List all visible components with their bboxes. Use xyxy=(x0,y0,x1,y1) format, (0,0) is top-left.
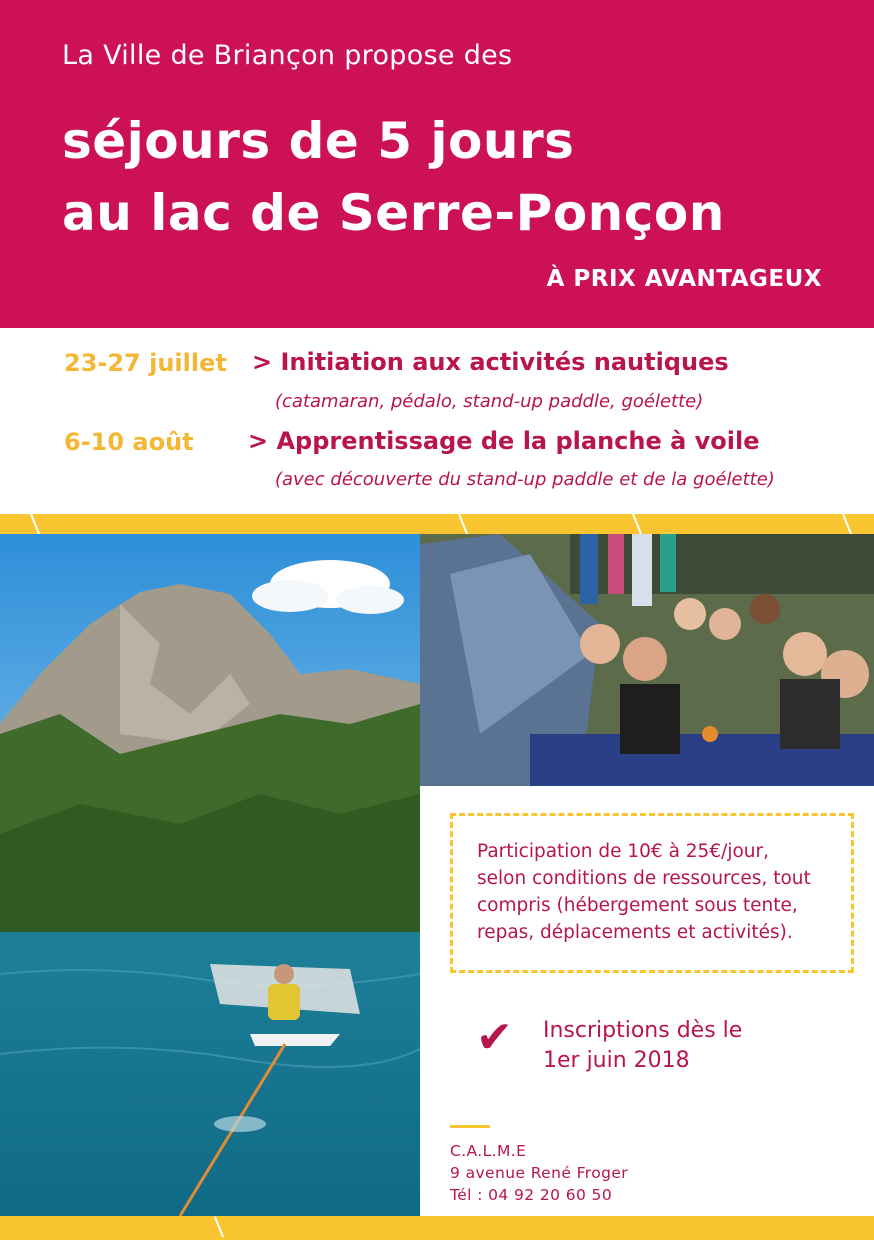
session-2-details: (avec découverte du stand-up paddle et de la goélette) xyxy=(275,469,775,490)
pricing-line-2: selon conditions de ressources, tout xyxy=(477,868,811,889)
session-2-dates: 6-10 août xyxy=(64,428,194,456)
session-1-dates: 23-27 juillet xyxy=(64,349,227,377)
registration-line-1: Inscriptions dès le xyxy=(543,1018,743,1043)
contact-address: 9 avenue René Froger xyxy=(450,1164,629,1182)
session-1-details: (catamaran, pédalo, stand-up paddle, goélette) xyxy=(275,391,704,412)
bottom-yellow-band xyxy=(0,1216,874,1240)
session-2-activity: > Apprentissage de la planche à voile xyxy=(248,427,760,455)
pricing-box xyxy=(450,813,854,973)
intro-text: La Ville de Briançon propose des xyxy=(62,40,513,71)
registration-line-2: 1er juin 2018 xyxy=(543,1048,690,1073)
registration-text xyxy=(543,1016,742,1076)
contact-phone: Tél : 04 92 20 60 50 xyxy=(450,1186,613,1204)
pricing-line-4: repas, déplacements et activités). xyxy=(477,922,793,943)
header-banner xyxy=(0,0,874,328)
page-title xyxy=(62,105,725,249)
contact-name: C.A.L.M.E xyxy=(450,1142,527,1160)
campsite-group-photo xyxy=(420,534,874,786)
checkmark-icon: ✔ xyxy=(476,1012,513,1063)
price-tag: À PRIX AVANTAGEUX xyxy=(546,266,822,292)
session-1-activity: > Initiation aux activités nautiques xyxy=(252,348,729,376)
pricing-line-3: compris (hébergement sous tente, xyxy=(477,895,798,916)
title-line-1: séjours de 5 jours xyxy=(62,112,575,170)
lake-mountain-photo xyxy=(0,534,420,1216)
top-yellow-band xyxy=(0,514,874,534)
pricing-line-1: Participation de 10€ à 25€/jour, xyxy=(477,841,769,862)
contact-block xyxy=(450,1140,628,1206)
contact-divider xyxy=(450,1125,490,1128)
title-line-2: au lac de Serre-Ponçon xyxy=(62,184,725,242)
